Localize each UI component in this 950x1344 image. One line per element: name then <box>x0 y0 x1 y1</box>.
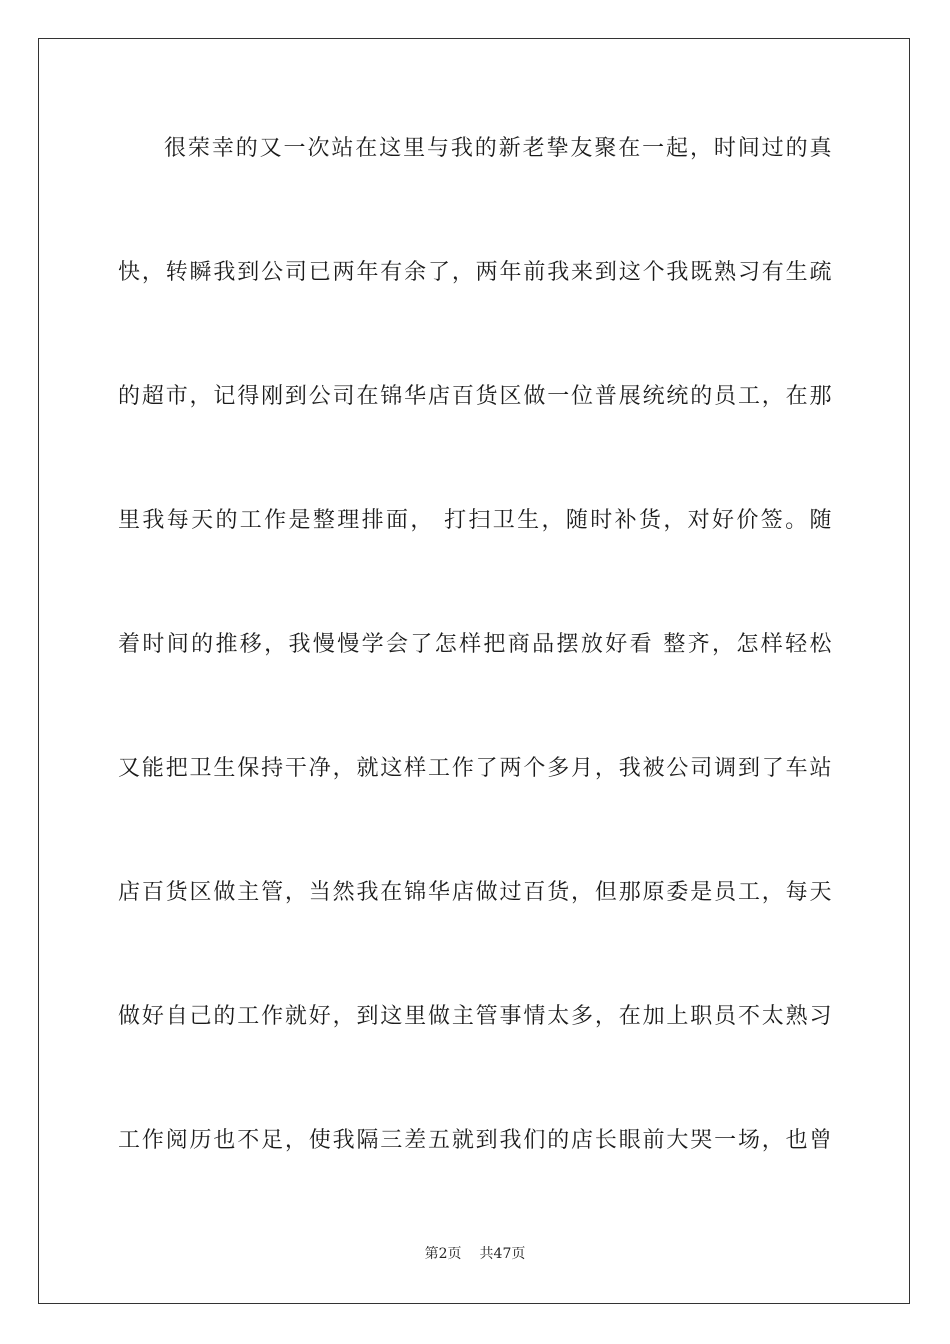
paragraph-line-5: 着时间的推移，我慢慢学会了怎样把商品摆放好看 整齐，怎样轻松 <box>118 632 832 657</box>
paragraph-line-2: 快，转瞬我到公司已两年有余了，两年前我来到这个我既熟习有生疏 <box>118 260 832 285</box>
paragraph-line-3: 的超市，记得刚到公司在锦华店百货区做一位普展统统的员工，在那 <box>118 384 832 409</box>
paragraph-line-1: 很荣幸的又一次站在这里与我的新老挚友聚在一起，时间过的真 <box>164 136 832 161</box>
paragraph-line-8: 做好自己的工作就好，到这里做主管事情太多，在加上职员不太熟习 <box>118 1004 832 1029</box>
paragraph-line-9: 工作阅历也不足，使我隔三差五就到我们的店长眼前大哭一场，也曾 <box>118 1128 832 1153</box>
page-footer <box>0 1244 950 1264</box>
page-total: 共47页 <box>479 1246 526 1262</box>
paragraph-line-6: 又能把卫生保持干净，就这样工作了两个多月，我被公司调到了车站 <box>118 756 832 781</box>
paragraph-line-4: 里我每天的工作是整理排面， 打扫卫生，随时补货，对好价签。随 <box>118 508 832 533</box>
page-border <box>38 38 910 1304</box>
paragraph-line-7: 店百货区做主管，当然我在锦华店做过百货，但那原委是员工，每天 <box>118 880 832 905</box>
page-number: 第2页 <box>424 1246 462 1262</box>
